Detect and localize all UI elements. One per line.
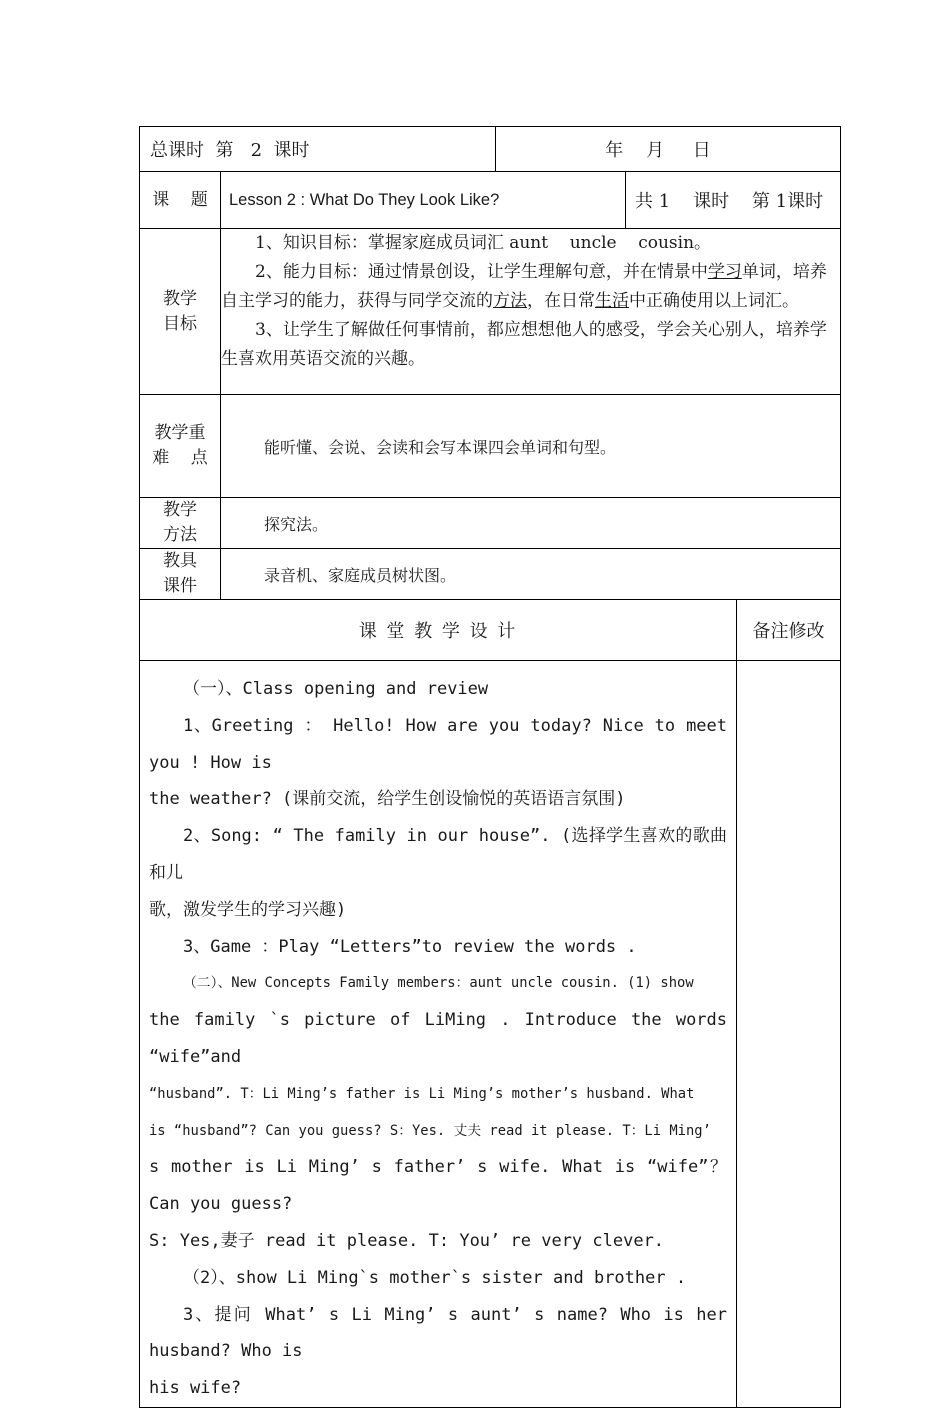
tools-label-line1: 教具: [163, 551, 197, 571]
tools-label-line2: 课件: [163, 576, 197, 596]
goals-row: [140, 229, 841, 395]
method-label: [140, 498, 221, 549]
design-header-row: [140, 600, 841, 661]
header-row: [140, 127, 841, 172]
period-count: 共 1 课时 第 1课时: [626, 172, 841, 229]
design-line: 2、Song: “ The family in our house”. (选择学生喜欢的歌曲和儿: [149, 826, 728, 883]
goal-2-part-c: ，在日常: [527, 291, 595, 311]
notes-content: [737, 661, 841, 1408]
goals-label-line1: 教学: [163, 288, 197, 309]
design-line: （一）、Class opening and review: [183, 679, 489, 699]
key-points-label-line2: 难 点: [152, 448, 208, 468]
design-line: 歌，激发学生的学习兴趣): [149, 899, 347, 920]
goal-2-part-b: 单词，培养自主学习的能力，获得与同学交流的: [221, 262, 827, 311]
design-line: （2）、show Li Ming`s mother`s sister and brother .: [183, 1267, 687, 1288]
key-points-label-line1: 教学重: [154, 423, 206, 443]
tools-label: [140, 549, 221, 600]
lesson-title: Lesson 2 : What Do They Look Like?: [221, 172, 626, 229]
design-line: 3、Game ：Play “Letters”to review the words .: [183, 936, 637, 957]
notes-title: 备注修改: [737, 600, 841, 661]
topic-row: [140, 172, 841, 229]
tools-row: [140, 549, 841, 600]
design-line: 1、Greeting ： Hello! How are you today? Nice to meet you ! How is: [149, 715, 728, 773]
goal-2-part-a: 2、能力目标：通过情景创设，让学生理解句意，并在情景中: [255, 262, 708, 282]
method-label-line1: 教学: [163, 500, 197, 520]
method-label-line2: 方法: [163, 525, 197, 545]
goal-3: 3、让学生了解做任何事情前，都应想想他人的感受，学会关心别人，培养学生喜欢用英语交流的兴趣。: [221, 320, 827, 369]
total-period-text: 总课时 第 2 课时: [150, 140, 310, 161]
goals-text: [221, 229, 841, 395]
goal-2-part-d: 中正确使用以上词汇。: [629, 291, 799, 311]
goal-2-link-1: 学习: [707, 262, 742, 282]
design-line: （二）、New Concepts Family members：aunt uncle cousin. (1) show: [183, 975, 694, 992]
date-cell: [496, 127, 841, 172]
key-points-row: [140, 395, 841, 498]
goals-label-line2: 目标: [163, 313, 197, 334]
goal-2-link-3: 生活: [595, 291, 629, 311]
goal-2: [221, 258, 840, 316]
design-line: “husband”. T：Li Ming’s father is Li Ming’s mother’s husband. What: [149, 1085, 695, 1102]
design-line: S: Yes,妻子 read it please. T: You’ re very clever.: [149, 1230, 665, 1251]
goals-label: [140, 229, 221, 395]
design-line: the weather? (课前交流，给学生创设愉悦的英语语言氛围): [149, 789, 626, 810]
goal-1: 1、知识目标：掌握家庭成员词汇 aunt uncle cousin。: [255, 233, 712, 253]
design-line: his wife?: [149, 1378, 242, 1399]
lesson-plan-table: [139, 126, 841, 1408]
tools-text: 录音机、家庭成员树状图。: [221, 549, 841, 600]
key-points-label: [140, 395, 221, 498]
design-title: 课 堂 教 学 设 计: [140, 600, 737, 661]
method-text: 探究法。: [221, 498, 841, 549]
goal-2-link-2: 方法: [493, 291, 527, 311]
design-content: [140, 661, 737, 1408]
design-line: the family `s picture of LiMing . Introduce the words “wife”and: [149, 1010, 728, 1067]
key-points-text: 能听懂、会说、会读和会写本课四会单词和句型。: [221, 395, 841, 498]
topic-label: 课 题: [140, 172, 221, 229]
design-body-row: [140, 661, 841, 1408]
design-line: 3、提问 What’ s Li Ming’ s aunt’ s name? Who is her husband? Who is: [149, 1304, 728, 1362]
total-period-cell: [140, 127, 496, 172]
date-text: 年 月 日: [605, 140, 711, 161]
design-line: s mother is Li Ming’ s father’ s wife. What is “wife”？Can you guess?: [149, 1157, 728, 1215]
design-line: is “husband”? Can you guess? S：Yes. 丈夫 read it please. T：Li Ming’: [149, 1122, 711, 1139]
method-row: [140, 498, 841, 549]
